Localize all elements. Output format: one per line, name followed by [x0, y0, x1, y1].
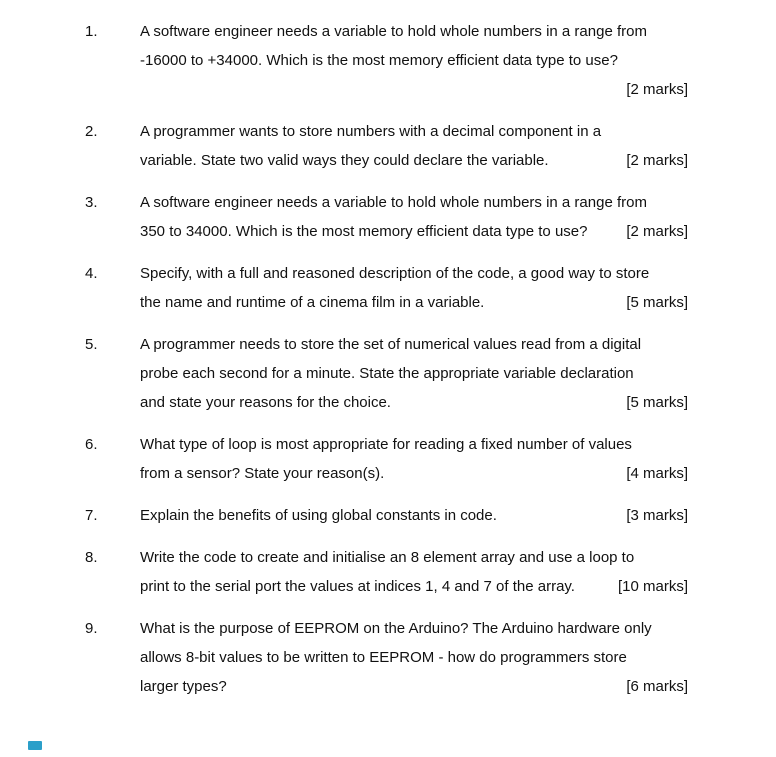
question-number: 2.	[85, 123, 98, 140]
question-item	[85, 259, 688, 317]
marks-label: [5 marks]	[626, 294, 688, 311]
question-text-line: A software engineer needs a variable to hold whole numbers in a range from	[140, 23, 647, 40]
question-item	[85, 17, 688, 104]
question-text-line: and state your reasons for the choice.	[140, 394, 391, 411]
question-text-line: Specify, with a full and reasoned description of the code, a good way to store	[140, 265, 650, 282]
question-text-line: Explain the benefits of using global constants in code.	[140, 507, 497, 524]
question-last-line	[140, 459, 688, 488]
question-number: 7.	[85, 507, 98, 524]
question-text-line: A software engineer needs a variable to hold whole numbers in a range from	[140, 194, 647, 211]
question-body	[140, 117, 688, 175]
question-body	[140, 17, 688, 104]
question-item	[85, 430, 688, 488]
marks-label: [4 marks]	[626, 465, 688, 482]
marks-label: [2 marks]	[626, 152, 688, 169]
question-body	[140, 543, 688, 601]
question-number: 9.	[85, 620, 98, 637]
question-text-line: A programmer needs to store the set of numerical values read from a digital	[140, 336, 642, 353]
question-body	[140, 188, 688, 246]
marks-label: [2 marks]	[626, 81, 688, 98]
question-text-line: -16000 to +34000. Which is the most memory efficient data type to use?	[140, 52, 618, 69]
question-body	[140, 614, 688, 701]
question-text-line: probe each second for a minute. State the appropriate variable declaration	[140, 365, 634, 382]
marks-label: [10 marks]	[617, 578, 688, 595]
question-number: 5.	[85, 336, 98, 353]
question-item	[85, 543, 688, 601]
question-body	[140, 430, 688, 488]
marks-label: [5 marks]	[626, 394, 688, 411]
question-text-line: larger types?	[140, 678, 227, 695]
question-text-line: print to the serial port the values at indices 1, 4 and 7 of the array.	[140, 578, 575, 595]
question-last-line	[140, 217, 688, 246]
question-text-line: allows 8-bit values to be written to EEPROM - how do programmers store	[140, 649, 627, 666]
question-text-line: 350 to 34000. Which is the most memory efficient data type to use?	[140, 223, 588, 240]
question-text-line: A programmer wants to store numbers with a decimal component in a	[140, 123, 602, 140]
marks-label: [6 marks]	[626, 678, 688, 695]
question-number: 8.	[85, 549, 98, 566]
question-last-line	[140, 75, 688, 104]
question-body	[140, 259, 688, 317]
marks-label: [3 marks]	[626, 507, 688, 524]
question-last-line	[140, 288, 688, 317]
question-text-line: variable. State two valid ways they could declare the variable.	[140, 152, 549, 169]
question-last-line	[140, 572, 688, 601]
question-item	[85, 614, 688, 701]
question-body	[140, 330, 688, 417]
question-item	[85, 188, 688, 246]
question-last-line	[140, 388, 688, 417]
question-item	[85, 330, 688, 417]
page-corner-mark-icon	[28, 741, 42, 750]
question-last-line	[140, 146, 688, 175]
question-number: 4.	[85, 265, 98, 282]
question-number: 1.	[85, 23, 98, 40]
question-number: 6.	[85, 436, 98, 453]
question-body	[140, 501, 688, 530]
question-last-line	[140, 501, 688, 530]
question-text-line: from a sensor? State your reason(s).	[140, 465, 385, 482]
question-item	[85, 117, 688, 175]
question-text-line: Write the code to create and initialise an 8 element array and use a loop to	[140, 549, 635, 566]
question-text-line: the name and runtime of a cinema film in a variable.	[140, 294, 485, 311]
question-text-line: What is the purpose of EEPROM on the Arduino? The Arduino hardware only	[140, 620, 652, 637]
question-number: 3.	[85, 194, 98, 211]
question-item	[85, 501, 688, 530]
marks-label: [2 marks]	[626, 223, 688, 240]
question-text-line: What type of loop is most appropriate for reading a fixed number of values	[140, 436, 632, 453]
question-last-line	[140, 672, 688, 701]
